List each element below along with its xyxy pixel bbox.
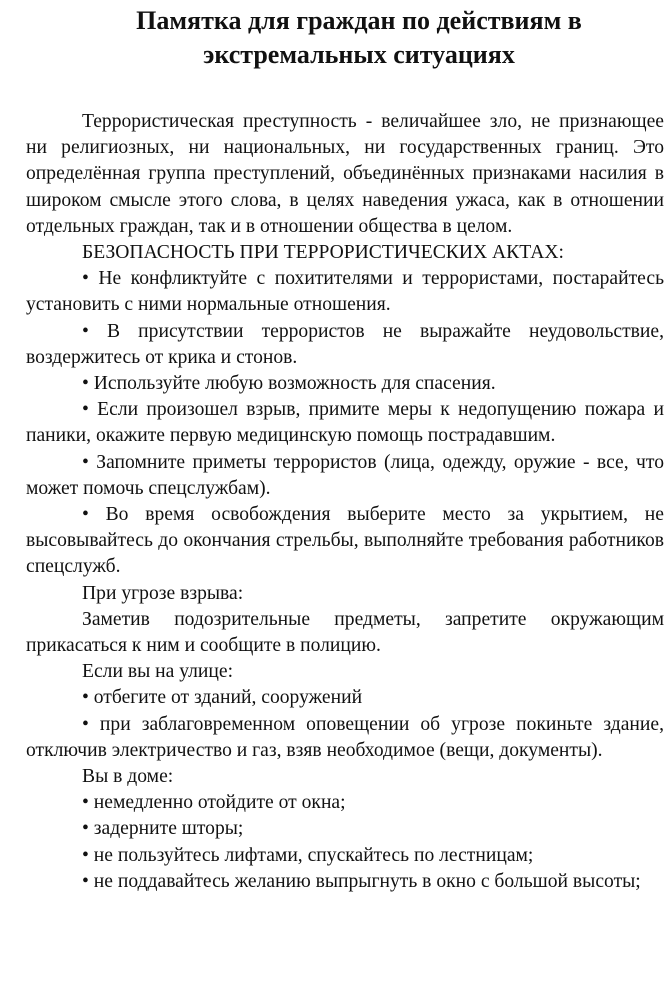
section-heading-explosion-threat: При угрозе взрыва: (82, 582, 244, 604)
section-heading-terror-safety: БЕЗОПАСНОСТЬ ПРИ ТЕРРОРИСТИЧЕСКИХ АКТАХ: (82, 242, 564, 264)
bullet-item: • В присутствии террористов не выражайте неудовольствие, воздержитесь от крика и стонов. (26, 320, 664, 368)
bullet-item: • задерните шторы; (82, 818, 244, 840)
bullet-item: • Используйте любую возможность для спасения. (82, 373, 496, 395)
document-title (0, 4, 664, 72)
bullet-item: • не поддавайтесь желанию выпрыгнуть в окно с большой высоты; (82, 870, 641, 892)
bullet-item: • Если произошел взрыв, примите меры к недопущению пожара и паники, окажите первую медицинскую помощь пострадавшим. (26, 399, 664, 447)
document-body (26, 109, 664, 895)
section-heading-on-street: Если вы на улице: (82, 661, 234, 683)
section-heading-at-home: Вы в доме: (82, 766, 174, 788)
title-line-1: Памятка для граждан по действиям в (136, 6, 582, 35)
bullet-item: • Не конфликтуйте с похитителями и террористами, постарайтесь установить с ними нормальные отношения. (26, 268, 664, 316)
bullet-item: • немедленно отойдите от окна; (82, 792, 346, 814)
bullet-item: • Во время освобождения выберите место за укрытием, не высовывайтесь до окончания стрельбы, выполняйте требования работников спецслужб. (26, 504, 664, 578)
bullet-item: • не пользуйтесь лифтами, спускайтесь по лестницам; (82, 844, 534, 866)
title-line-2: экстремальных ситуациях (203, 40, 515, 69)
bullet-item: • при заблаговременном оповещении об угрозе покиньте здание, отключив электричество и газ, взяв необходимое (вещи, документы). (26, 713, 664, 761)
bullet-item: • отбегите от зданий, сооружений (82, 687, 363, 709)
paragraph: Заметив подозрительные предметы, запретите окружающим прикасаться к ним и сообщите в полицию. (26, 608, 664, 657)
intro-paragraph: Террористическая преступность - величайшее зло, не признающее ни религиозных, ни национальных, ни государственных границ. Это определённая группа преступлений, объединённых признаками насилия в широком смысле этого слова, в целях наведения ужаса, как в отношении отдельных граждан, так и в отношении общества в целом. (26, 111, 664, 237)
bullet-item: • Запомните приметы террористов (лица, одежду, оружие - все, что может помочь спецслужбам). (26, 451, 664, 499)
